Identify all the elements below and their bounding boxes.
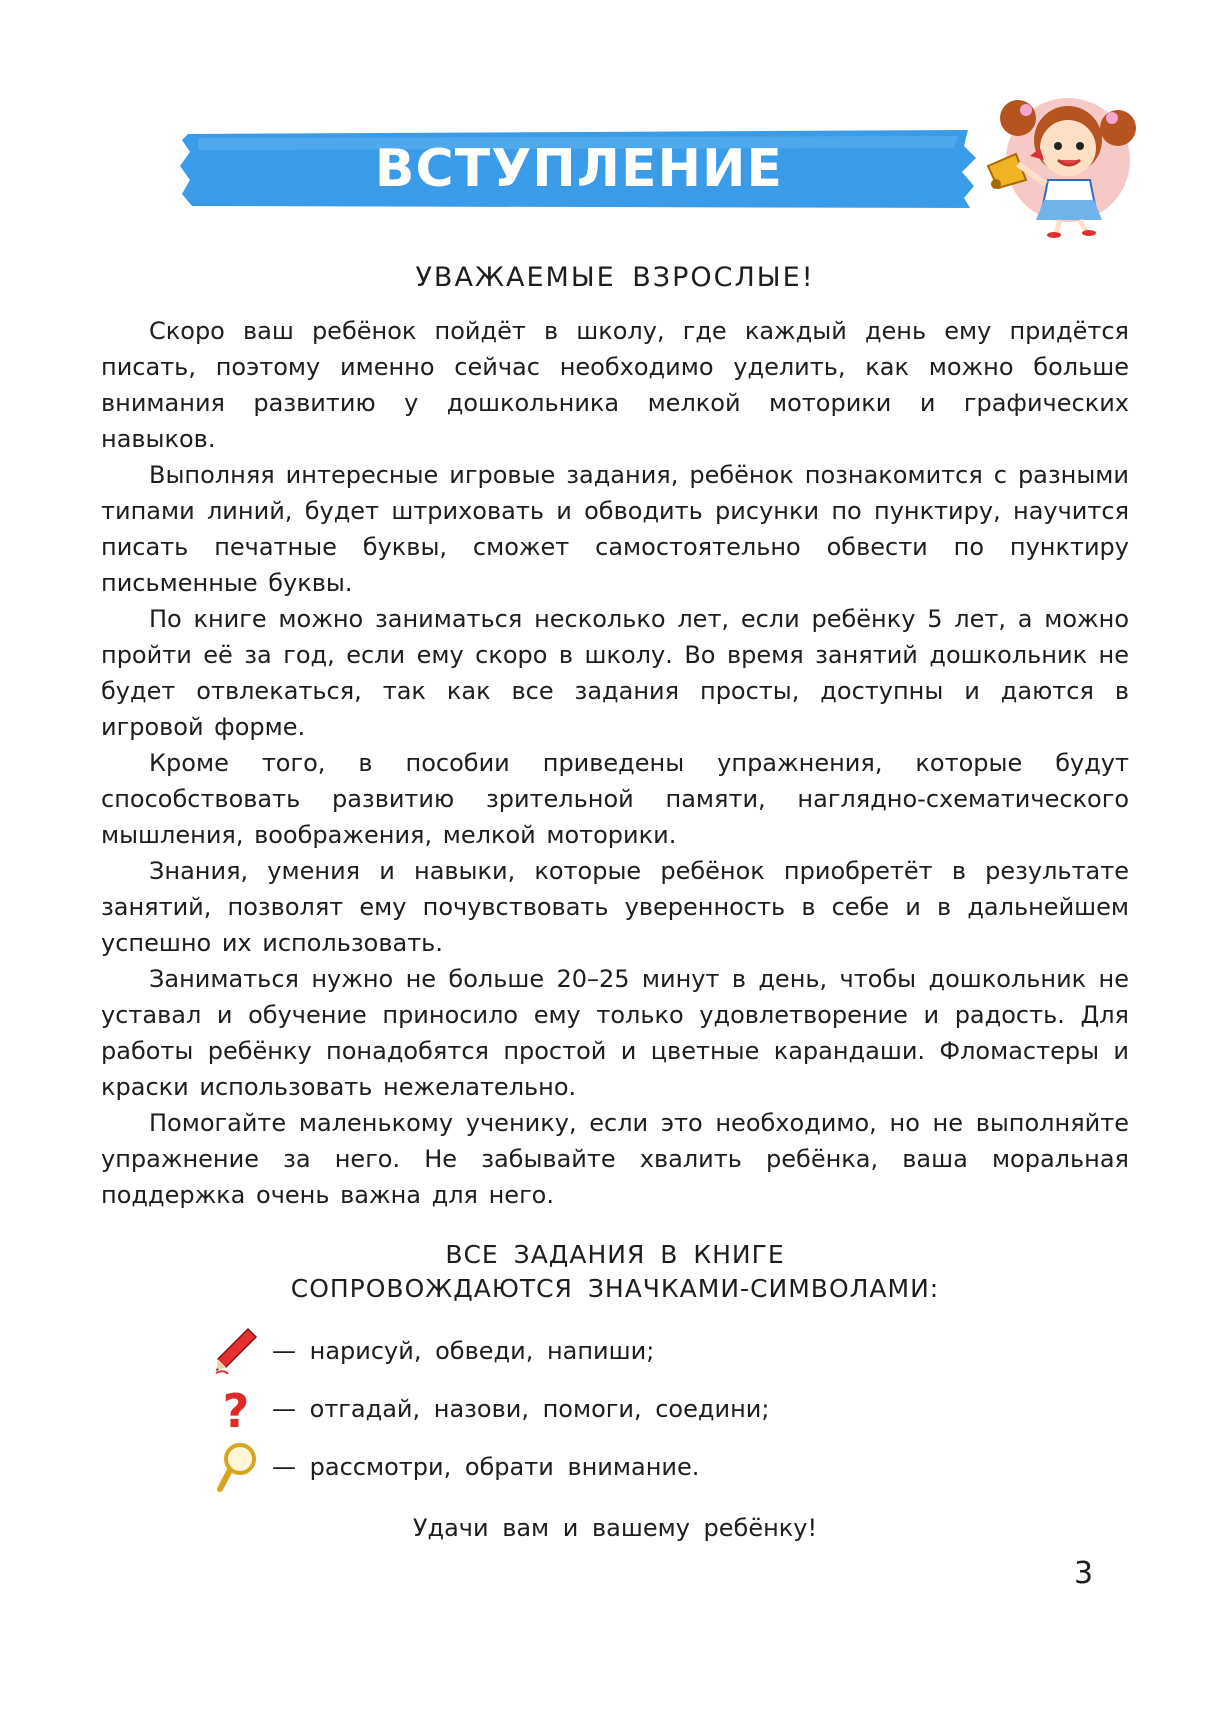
greeting-heading: УВАЖАЕМЫЕ ВЗРОСЛЫЕ!	[415, 262, 815, 293]
paragraph: Заниматься нужно не больше 20–25 минут в день, чтобы дошкольник не уставал и обучение приносило ему только удовлетворение и радость. Для работы ребёнку понадобятся простой и цветные карандаши. Фломастеры и краски использовать нежелательно.	[101, 965, 1129, 1101]
magnifier-icon	[210, 1441, 262, 1493]
paragraph: Знания, умения и навыки, которые ребёнок приобретёт в результате занятий, позволят ему почувствовать уверенность в себе и в дальнейшем успешно их использовать.	[101, 857, 1129, 957]
girl-with-bell-icon	[968, 88, 1138, 238]
paragraph: Выполняя интересные игровые задания, ребёнок познакомится с разными типами линий, будет штриховать и обводить рисунки по пунктиру, научится писать печатные буквы, сможет самостоятельно обвести по пунктиру письменные буквы.	[101, 461, 1129, 597]
symbols-heading-line: ВСЕ ЗАДАНИЯ В КНИГЕ	[445, 1240, 785, 1269]
paragraph: По книге можно заниматься несколько лет, если ребёнку 5 лет, а можно пройти её за год, если ему скоро в школу. Во время занятий дошкольник не будет отвлекаться, так как все задания просты, доступны и даются в игровой форме.	[101, 605, 1129, 741]
legend-text: — рассмотри, обрати внимание.	[272, 1453, 700, 1481]
symbols-heading	[100, 1238, 1130, 1306]
legend-text: — отгадай, назови, помоги, соедини;	[272, 1395, 770, 1423]
svg-text:?: ?	[222, 1384, 250, 1435]
page-title: ВСТУПЛЕНИЕ	[374, 139, 784, 199]
legend-text: — нарисуй, обведи, напиши;	[272, 1337, 655, 1365]
symbols-heading-line: СОПРОВОЖДАЮТСЯ ЗНАЧКАМИ-СИМВОЛАМИ:	[290, 1274, 940, 1303]
intro-text	[101, 313, 1129, 1213]
legend-item	[210, 1380, 1010, 1438]
paragraph: Скоро ваш ребёнок пойдёт в школу, где каждый день ему придётся писать, поэтому именно сейчас необходимо уделить, как можно больше внимания развитию у дошкольника мелкой моторики и графических навыков.	[101, 317, 1129, 453]
legend-item	[210, 1438, 1010, 1496]
page-number: 3	[1074, 1556, 1094, 1591]
symbol-legend	[210, 1322, 1010, 1496]
question-mark-icon	[210, 1383, 262, 1435]
pencil-icon	[210, 1325, 262, 1377]
legend-item	[210, 1322, 1010, 1380]
closing-line: Удачи вам и вашему ребёнку!	[412, 1514, 818, 1542]
paragraph: Помогайте маленькому ученику, если это необходимо, но не выполняйте упражнение за него. Не забывайте хвалить ребёнка, ваша моральная поддержка очень важна для него.	[101, 1109, 1129, 1209]
paragraph: Кроме того, в пособии приведены упражнения, которые будут способствовать развитию зрительной памяти, наглядно-схематического мышления, воображения, мелкой моторики.	[101, 749, 1129, 849]
